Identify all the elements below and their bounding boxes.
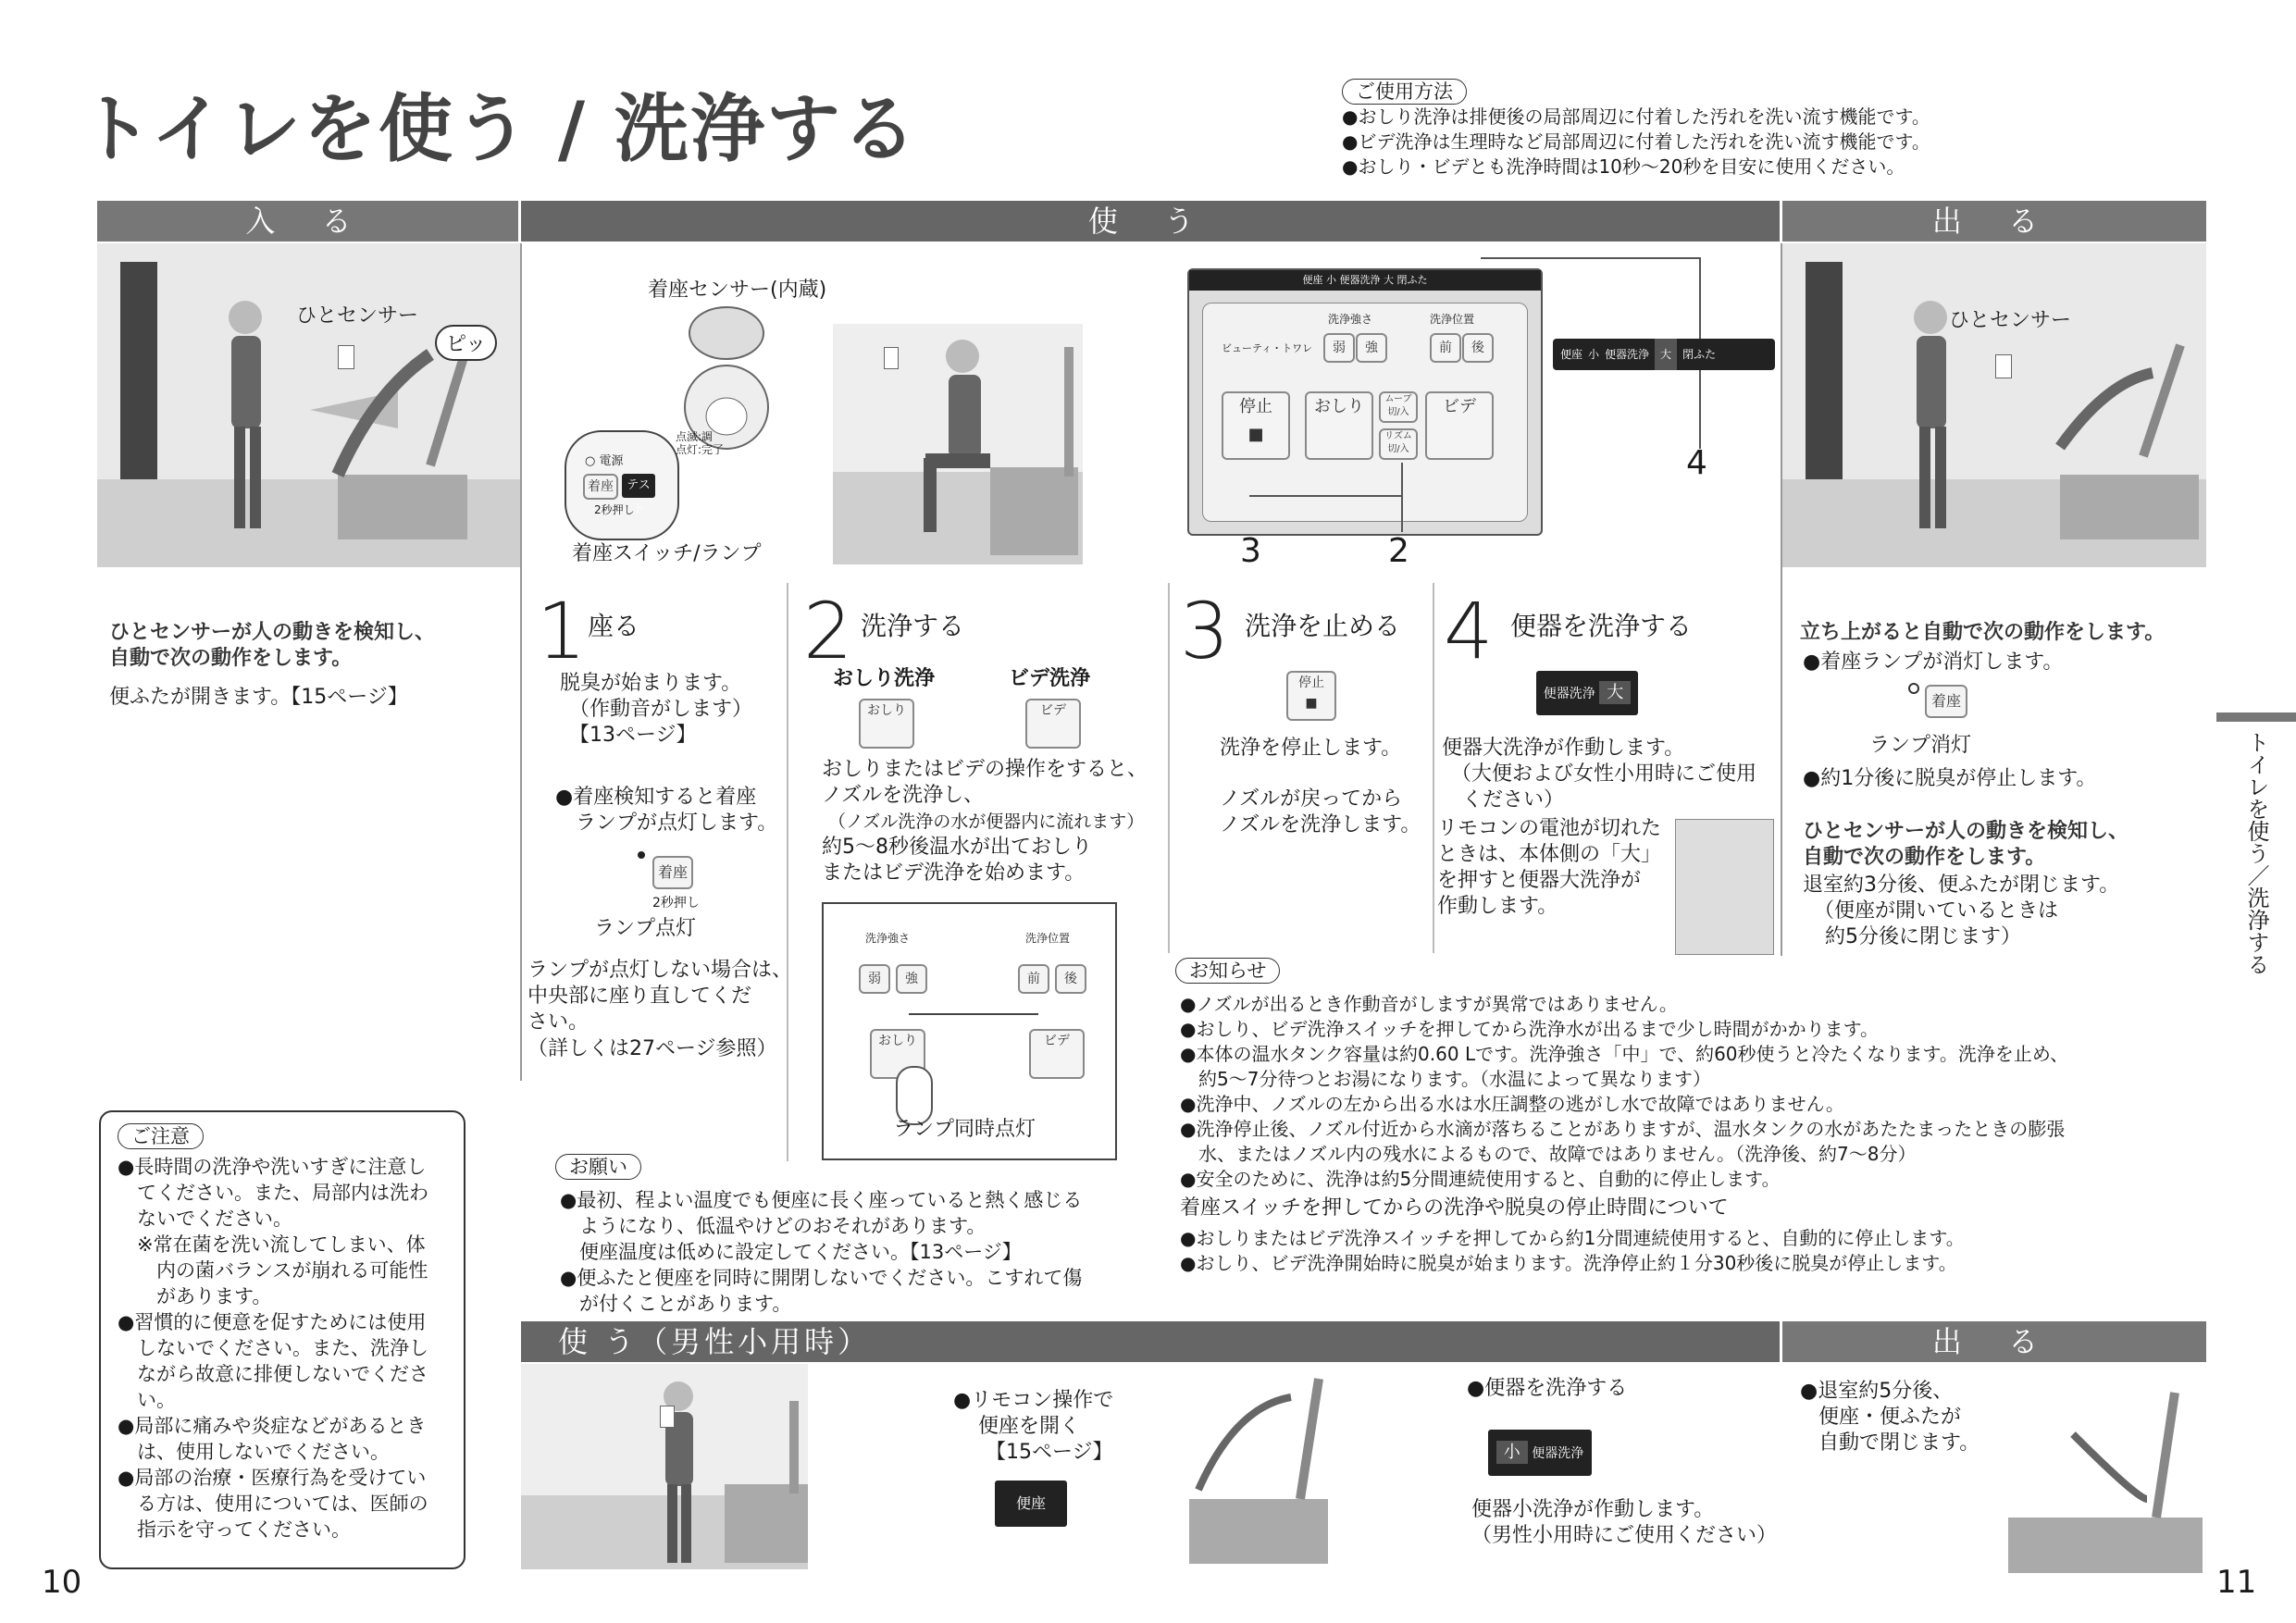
- seat-lamp-button[interactable]: 着座: [1925, 685, 1967, 718]
- weak-button[interactable]: 弱: [1323, 333, 1355, 363]
- sensor-device: [338, 345, 354, 369]
- notice-line: ●本体の温水タンク容量は約0.60 Lです。洗浄強さ「中」で、約60秒使うと冷たくなります。洗浄を止め、: [1180, 1043, 2069, 1065]
- press2-label: 2秒押し: [594, 503, 635, 516]
- remote-callout-2: 2: [1388, 532, 1409, 570]
- divider: [1781, 243, 1782, 956]
- link-line: [909, 1013, 1038, 1015]
- notice-line: ●ノズルが出るとき作動音がしますが異常ではありません。: [1180, 993, 1678, 1015]
- bidet-wash-label: ビデ洗浄: [1009, 667, 1091, 690]
- caution-box: [99, 1110, 465, 1569]
- step-4-line: を押すと便器大洗浄が: [1437, 869, 1642, 892]
- step-4-line: ください）: [1462, 788, 1565, 812]
- enter-text-2: 自動で次の動作をします。: [109, 647, 353, 670]
- notice-line: 水、またはノズル内の残水によるもので、故障ではありません。（洗浄後、約7〜8分）: [1180, 1143, 1917, 1165]
- usage-section: [1342, 79, 1930, 180]
- big-label: 大: [1599, 681, 1631, 704]
- step-1-line: （詳しくは27ページ参照）: [527, 1037, 777, 1060]
- stop-label: 停止: [1298, 675, 1324, 690]
- flush-small-button[interactable]: [1488, 1430, 1592, 1476]
- step-2-line: 約5〜8秒後温水が出ておしり: [822, 836, 1092, 859]
- divider: [520, 243, 522, 1081]
- caution-line: てください。また、局部内は洗わ: [118, 1182, 428, 1204]
- lamp-off-caption: ランプ消灯: [1869, 734, 1972, 757]
- exit-line: ●着座ランプが消灯します。: [1803, 650, 2064, 674]
- male-line: 便器小洗浄が作動します。: [1471, 1498, 1715, 1521]
- exit-line: 退室約3分後、便ふたが閉じます。: [1803, 873, 2120, 897]
- notice-line: ●おしりまたはビデ洗浄スイッチを押してから約1分間連続使用すると、自動的に停止します。: [1180, 1227, 1965, 1249]
- step-4-line: （大便および女性小用時にご使用: [1451, 762, 1757, 786]
- caution-line: る方は、使用については、医師の: [118, 1493, 428, 1515]
- beauty-label: ビューティ・トワレ: [1222, 342, 1313, 354]
- move-button[interactable]: ムーブ 切/入: [1379, 391, 1418, 423]
- caution-line: ●局部の治療・医療行為を受けてい: [118, 1467, 427, 1489]
- caution-line: ●長時間の洗浄や洗いすぎに注意し: [118, 1156, 427, 1178]
- tank-side-illustration: [1675, 819, 1774, 955]
- bar-wash: 便器洗浄: [1605, 348, 1650, 361]
- male-scene: [521, 1364, 808, 1569]
- person-walking-illustration: [199, 290, 477, 567]
- seat-lamp-button[interactable]: 着座: [652, 856, 693, 889]
- sensor-device: [660, 1406, 675, 1428]
- step-2-line: おしりまたはビデの操作をすると、: [822, 758, 1148, 781]
- request-list: [560, 1187, 1082, 1317]
- exit-line: ●約1分後に脱臭が停止します。: [1803, 767, 2097, 790]
- enter-scene: [97, 243, 520, 567]
- seat-open-button[interactable]: 便座: [995, 1481, 1067, 1527]
- step-3-line: 洗浄を停止します。: [1220, 737, 1402, 760]
- enter-text-3: 便ふたが開きます。【15ページ】: [109, 686, 408, 709]
- notice-line: ●洗浄停止後、ノズル付近から水滴が落ちることがありますが、温水タンクの水があたたまったときの膨張: [1180, 1118, 2066, 1140]
- fig-caption: ランプ同時点灯: [893, 1118, 1036, 1141]
- strong-button[interactable]: 強: [1356, 333, 1387, 363]
- stop-label: 停止: [1239, 397, 1272, 416]
- step-1-line: ランプが点灯します。: [576, 812, 778, 835]
- caution-line: があります。: [118, 1285, 272, 1307]
- notice-line: ●おしり、ビデ洗浄スイッチを押してから洗浄水が出るまで少し時間がかかります。: [1180, 1018, 1880, 1040]
- lamp-blink-label: 点滅:調: [676, 430, 714, 443]
- usage-tag: ご使用方法: [1342, 79, 1467, 105]
- request-line: 便座温度は低めに設定してください。【13ページ】: [560, 1241, 1022, 1263]
- rhythm-button[interactable]: リズム 切/入: [1379, 428, 1418, 460]
- usage-line: ●おしり洗浄は排便後の局部周辺に付着した汚れを洗い流す機能です。: [1342, 105, 1930, 128]
- bar-small[interactable]: 小: [1588, 348, 1600, 361]
- caution-list: [118, 1154, 428, 1542]
- seat-switch-label: 着座スイッチ/ランプ: [572, 542, 762, 565]
- lamp-on-dot: [638, 851, 645, 859]
- lamp-off-dot: [1908, 683, 1919, 694]
- exit2-line: 便座・便ふたが: [1818, 1406, 1962, 1429]
- request-tag: お願い: [555, 1154, 641, 1180]
- person-standing-illustration: [651, 1373, 808, 1567]
- remote-panel: [1202, 303, 1528, 522]
- band-exit: 出 る: [1782, 201, 2206, 242]
- side-tab-marker: [2216, 712, 2296, 722]
- flush-label: 便器洗浄: [1532, 1446, 1584, 1461]
- notice-subhead: 着座スイッチを押してからの洗浄や脱臭の停止時間について: [1180, 1196, 1729, 1220]
- fig-strength-label: 洗浄強さ: [865, 932, 911, 945]
- step-1-title: 座る: [588, 611, 640, 641]
- step-4-line: ときは、本体側の「大」: [1437, 843, 1662, 866]
- step-4-number: 4: [1444, 586, 1494, 676]
- fig-oshiri-button[interactable]: おしり: [870, 1029, 925, 1079]
- notice-line: ●洗浄中、ノズルの左から出る水は水圧調整の逃がし水で故障ではありません。: [1180, 1093, 1844, 1115]
- step-4-line: 作動します。: [1437, 895, 1558, 918]
- seat-button[interactable]: 着座: [583, 474, 618, 500]
- notice-line: ●おしり、ビデ洗浄開始時に脱臭が始まります。洗浄停止約１分30秒後に脱臭が停止します。: [1180, 1252, 1957, 1274]
- notice-tag: お知らせ: [1175, 958, 1280, 984]
- strength-label: 洗浄強さ: [1328, 313, 1373, 326]
- male-line: ●リモコン操作で: [953, 1389, 1114, 1412]
- step-1-line: 中央部に座り直してくだ: [527, 985, 752, 1008]
- remote-top-bar: 便座 小 便器洗浄 大 閉ふた: [1189, 270, 1541, 291]
- caution-line: ながら故意に排便しないでくださ: [118, 1363, 428, 1385]
- leader-line: [1699, 257, 1701, 341]
- lamp-on-caption: ランプ点灯: [594, 917, 697, 940]
- seat-sensor-label: 着座センサー(内蔵): [648, 279, 827, 302]
- lamp-done-label: 点灯:完了: [676, 443, 725, 456]
- exit-heading: 立ち上がると自動で次の動作をします。: [1800, 621, 2166, 644]
- caution-line: は、使用しないでください。: [118, 1441, 390, 1463]
- exit-heading: 自動で次の動作をします。: [1803, 846, 2046, 869]
- person-sitting-illustration: [888, 328, 1083, 560]
- caution-line: ないでください。: [118, 1208, 292, 1230]
- page-title: トイレを使う / 洗浄する: [79, 86, 918, 172]
- divider: [787, 583, 788, 1161]
- caution-line: ●局部に痛みや炎症などがあるとき: [118, 1415, 427, 1437]
- notice-line: ●安全のために、洗浄は約5分間連続使用すると、自動的に停止します。: [1180, 1168, 1781, 1190]
- step-1-line: さい。: [527, 1010, 590, 1034]
- caution-line: しないでください。また、洗浄し: [118, 1337, 428, 1359]
- enter-text-1: ひとセンサーが人の動きを検知し、: [109, 621, 436, 644]
- oshiri-button[interactable]: おしり: [859, 699, 914, 749]
- flush-label: 便器洗浄: [1543, 687, 1595, 701]
- notice-line: 約5〜7分待つとお湯になります。（水温によって異なります）: [1180, 1068, 1711, 1090]
- male-line: （男性小用時にご使用ください）: [1471, 1524, 1778, 1547]
- remote-callout-4: 4: [1686, 444, 1707, 482]
- notice-list: [1180, 992, 2068, 1276]
- usage-line: ●ビデ洗浄は生理時など局部周辺に付着した汚れを洗い流す機能です。: [1342, 130, 1930, 153]
- band-use-male: 使 う（男性小用時）: [521, 1321, 1780, 1362]
- page-number-left: 10: [42, 1564, 82, 1601]
- male-line: 【15ページ】: [986, 1441, 1113, 1464]
- exit-line: 約5分後に閉じます）: [1825, 925, 2021, 948]
- caution-line: い。: [118, 1389, 176, 1411]
- step-3-title: 洗浄を止める: [1245, 611, 1401, 641]
- remote-callout-3: 3: [1240, 532, 1261, 570]
- request-line: ようになり、低温やけどのおそれがあります。: [560, 1215, 987, 1237]
- step-3-number: 3: [1180, 586, 1230, 676]
- sitting-scene: [833, 324, 1083, 564]
- simultaneous-lamp-figure: [822, 902, 1117, 1160]
- power-label: ○ 電源: [585, 454, 624, 468]
- exit-scene: [1782, 243, 2206, 567]
- flush-big-button[interactable]: [1536, 671, 1638, 715]
- caution-line: ●習慣的に便意を促すためには使用: [118, 1311, 427, 1333]
- step-1-line: 【13ページ】: [569, 724, 697, 747]
- band-exit-2: 出 る: [1782, 1321, 2206, 1362]
- seat-opening-illustration: [1171, 1369, 1328, 1564]
- notice-section: [1175, 958, 1280, 984]
- caution-line: 指示を守ってください。: [118, 1518, 351, 1541]
- step-4-line: リモコンの電池が切れた: [1437, 817, 1662, 840]
- fig-back-button[interactable]: 後: [1055, 964, 1086, 994]
- step-1-line: 脱臭が始まります。: [560, 672, 742, 695]
- male-wash-head: ●便器を洗浄する: [1467, 1377, 1628, 1400]
- fig-front-button[interactable]: 前: [1018, 964, 1049, 994]
- press2-label: 2秒押し: [652, 896, 700, 911]
- fig-bidet-button[interactable]: ビデ: [1029, 1029, 1085, 1079]
- request-line: が付くことがあります。: [560, 1293, 792, 1315]
- back-button[interactable]: 後: [1462, 333, 1494, 363]
- seat-switch-panel: [565, 430, 679, 540]
- seat-closing-illustration: [1999, 1379, 2203, 1573]
- sensor-label: ひとセンサー: [1949, 309, 2072, 332]
- caution-tag: ご注意: [118, 1123, 204, 1149]
- oshiri-wash-label: おしり洗浄: [833, 667, 936, 690]
- band-enter: 入 る: [97, 201, 518, 242]
- small-label: 小: [1496, 1441, 1528, 1464]
- male-line: 便座を開く: [978, 1415, 1081, 1438]
- bidet-button[interactable]: ビデ: [1025, 699, 1081, 749]
- stop-button[interactable]: 停止 ■: [1286, 671, 1336, 721]
- exit2-line: 自動で閉じます。: [1818, 1431, 1980, 1455]
- step-1-line: （作動音がします）: [569, 698, 753, 721]
- bidet-button[interactable]: ビデ: [1425, 391, 1494, 460]
- request-line: ●便ふたと便座を同時に開閉しないでください。こすれて傷: [560, 1267, 1083, 1289]
- usage-line: ●おしり・ビデとも洗浄時間は10秒〜20秒を目安に使用ください。: [1342, 155, 1905, 178]
- bar-close[interactable]: 閉ふた: [1682, 348, 1717, 361]
- stop-button[interactable]: 停止 ■: [1222, 391, 1290, 460]
- step-2-line: またはビデ洗浄を始めます。: [822, 861, 1086, 885]
- bar-benza[interactable]: 便座: [1560, 348, 1583, 361]
- fig-weak-button[interactable]: 弱: [859, 964, 890, 994]
- page-number-right: 11: [2216, 1564, 2257, 1601]
- sensor-device: [1995, 354, 2012, 378]
- step-4-title: 便器を洗浄する: [1510, 611, 1693, 641]
- divider: [1433, 583, 1434, 953]
- leader-line: [1481, 257, 1700, 259]
- front-button[interactable]: 前: [1430, 333, 1461, 363]
- oshiri-button[interactable]: おしり: [1305, 391, 1373, 460]
- step-2-number: 2: [803, 586, 853, 676]
- step-3-line: ノズルが戻ってから: [1220, 787, 1403, 811]
- leader-line: [1401, 463, 1403, 532]
- step-2-line: ノズルを洗浄し、: [822, 784, 985, 807]
- exit2-line: ●退室約5分後、: [1800, 1380, 1954, 1403]
- beep-bubble: ピッ: [435, 325, 497, 361]
- leader-line: [1249, 495, 1402, 497]
- step-3-line: ノズルを洗浄します。: [1220, 813, 1421, 836]
- step-1-number: 1: [537, 586, 587, 676]
- sensor-label: ひとセンサー: [296, 304, 419, 328]
- step-4-line: 便器大洗浄が作動します。: [1442, 737, 1685, 760]
- bar-big[interactable]: 大: [1655, 339, 1677, 370]
- lamp-state-labels: [676, 430, 724, 456]
- position-label: 洗浄位置: [1430, 313, 1475, 326]
- sensor-device: [884, 347, 899, 369]
- fig-position-label: 洗浄位置: [1025, 932, 1071, 945]
- step-2-line: （ノズル洗浄の水が便器内に流れます）: [828, 812, 1145, 832]
- divider: [1168, 583, 1170, 953]
- step-1-line: ランプが点灯しない場合は、: [527, 959, 793, 982]
- exit-line: （便座が開いているときは: [1814, 899, 2059, 923]
- caution-line: 内の菌バランスが崩れる可能性: [118, 1259, 428, 1282]
- caution-line: ※常在菌を洗い流してしまい、体: [118, 1233, 426, 1256]
- step-2-title: 洗浄する: [861, 611, 965, 641]
- band-use: 使 う: [521, 201, 1780, 242]
- side-tab-label: トイレを使う／洗浄する: [2243, 731, 2269, 975]
- remote-top-bar-zoom: [1553, 339, 1775, 370]
- leader-line: [1699, 370, 1701, 449]
- step-1-line: ●着座検知すると着座: [555, 786, 757, 809]
- test-button[interactable]: テスト: [622, 474, 655, 498]
- request-line: ●最初、程よい温度でも便座に長く座っていると熱く感じる: [560, 1189, 1083, 1211]
- fig-strong-button[interactable]: 強: [896, 964, 927, 994]
- exit-heading: ひとセンサーが人の動きを検知し、: [1803, 820, 2129, 843]
